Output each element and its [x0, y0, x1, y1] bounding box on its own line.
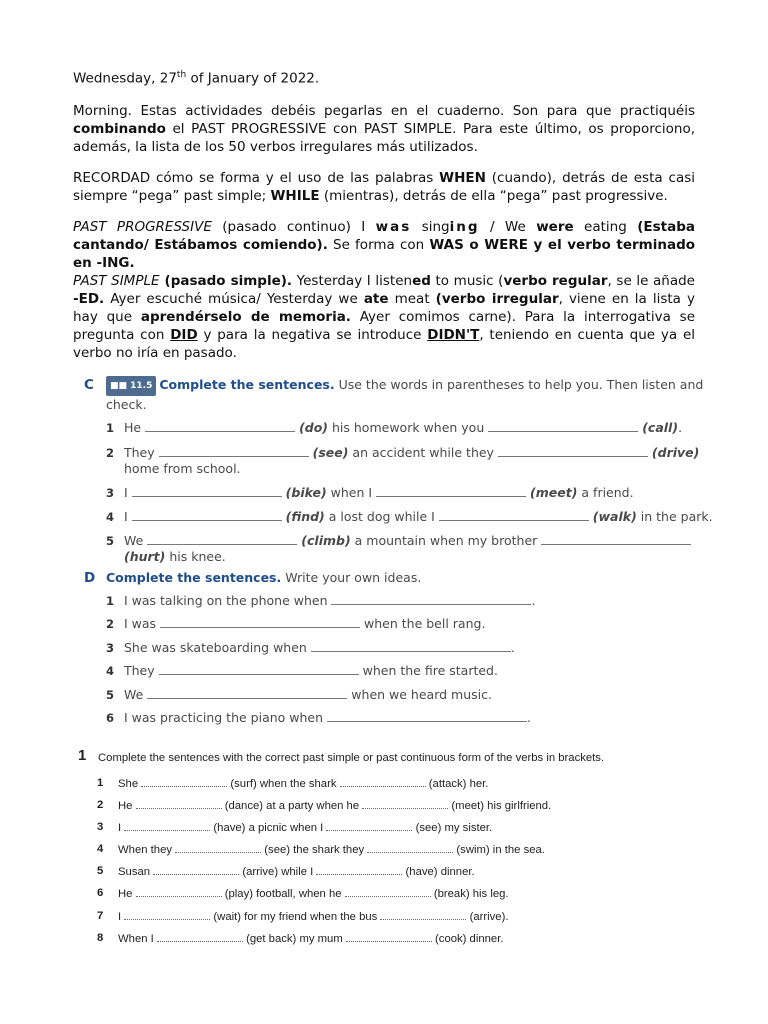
item-text: a lost dog while I — [324, 509, 435, 524]
item-number: 6 — [106, 710, 115, 725]
item-number: 3 — [106, 486, 115, 500]
item-text: She — [118, 778, 139, 790]
text-bold: -ED. — [73, 290, 105, 307]
intro-text — [73, 66, 695, 375]
text-bold: were — [536, 218, 574, 235]
answer-blank[interactable] — [498, 445, 648, 457]
text: RECORDAD cómo se forma y el uso de las palabras — [73, 169, 440, 186]
exercise-1 — [78, 747, 698, 953]
text: , teniendo en cuenta que ya el verbo no iría en pasado. — [73, 326, 695, 361]
section-d-instructions — [106, 569, 724, 587]
item-number: 1 — [106, 594, 115, 608]
item-text: home from school. — [124, 461, 241, 476]
verb-hint: (call) — [642, 420, 679, 435]
item-text: (arrive) while I — [242, 866, 314, 879]
item-number: 8 — [97, 931, 104, 944]
item-number: 1 — [97, 777, 104, 789]
answer-blank[interactable] — [160, 616, 360, 628]
item-text: He — [118, 888, 133, 901]
item-number: 2 — [106, 446, 115, 460]
section-title: Complete the sentences. — [159, 377, 335, 392]
answer-blank[interactable] — [311, 640, 511, 652]
item-text: I — [118, 822, 122, 835]
answer-blank[interactable] — [147, 687, 347, 699]
answer-blank[interactable] — [345, 886, 431, 897]
answer-blank[interactable] — [145, 420, 295, 432]
item-text: (break) his leg. — [433, 888, 509, 901]
text: , se le añade — [607, 272, 695, 289]
date-line — [73, 66, 695, 88]
text-bold: WHILE — [270, 187, 320, 204]
item-text: (surf) when the shark — [230, 778, 337, 790]
answer-blank[interactable] — [340, 776, 426, 787]
list-item — [78, 864, 698, 886]
answer-blank[interactable] — [147, 533, 297, 545]
item-number: 7 — [97, 909, 104, 922]
item-text: (meet) his girlfriend. — [451, 800, 552, 813]
item-number: 5 — [106, 687, 115, 702]
item-number: 2 — [97, 799, 104, 812]
answer-blank[interactable] — [136, 886, 222, 897]
item-text: We — [124, 533, 144, 548]
text: meat — [388, 290, 436, 307]
answer-blank[interactable] — [124, 820, 210, 831]
item-text: when I — [326, 485, 373, 500]
item-number: 4 — [106, 664, 115, 679]
text: / We — [479, 218, 537, 235]
list-item — [106, 640, 724, 663]
answer-blank[interactable] — [367, 842, 453, 853]
item-text: . — [510, 639, 515, 655]
item-text: He — [118, 800, 133, 813]
section-d-header — [84, 569, 724, 587]
date-suffix: th — [176, 70, 187, 80]
section-c-header — [84, 376, 724, 414]
answer-blank[interactable] — [541, 533, 691, 545]
text-underlined: DIDN'T — [427, 326, 480, 343]
item-text: I was practicing the piano when — [124, 709, 324, 725]
answer-blank[interactable] — [157, 931, 243, 942]
verb-hint: (walk) — [592, 509, 637, 524]
list-item — [78, 931, 698, 953]
section-c — [84, 376, 724, 571]
answer-blank[interactable] — [331, 593, 531, 605]
item-text: They — [124, 445, 155, 460]
item-text: Susan — [118, 866, 151, 879]
item-text: . — [678, 420, 683, 435]
text-bold: ing — [449, 218, 480, 235]
list-item — [106, 687, 724, 710]
text: (pasado continuo) I — [211, 218, 376, 235]
item-text: (have) dinner. — [405, 866, 475, 879]
item-text: He — [124, 420, 142, 435]
item-text: (play) football, when he — [224, 888, 342, 901]
item-text: when we heard music. — [351, 686, 492, 702]
item-text: (cook) dinner. — [435, 932, 504, 945]
item-text: I was — [124, 616, 157, 632]
item-text: (arrive). — [469, 910, 509, 923]
paragraph-past-simple — [73, 272, 695, 362]
paragraph-morning — [73, 102, 695, 156]
item-text: She was skateboarding when — [124, 639, 307, 655]
text: y para la negativa se introduce — [197, 326, 428, 343]
verb-hint: (meet) — [530, 485, 578, 500]
text: Ayer escuché música/ Yesterday we — [104, 290, 364, 307]
text-bold: verbo regular — [503, 272, 608, 289]
item-text: (see) my sister. — [415, 822, 493, 835]
verb-hint: (do) — [299, 420, 329, 435]
answer-blank[interactable] — [346, 931, 432, 942]
item-text: (see) the shark they — [264, 844, 365, 857]
answer-blank[interactable] — [327, 710, 527, 722]
list-item — [106, 593, 724, 616]
item-text: his knee. — [165, 549, 226, 564]
text-bold: (verbo irregular — [435, 290, 559, 307]
item-text: an accident while they — [348, 445, 494, 460]
answer-blank[interactable] — [132, 509, 282, 521]
verb-hint: (see) — [312, 445, 349, 460]
item-text: (swim) in the sea. — [456, 844, 545, 857]
item-text: (dance) at a party when he — [224, 800, 360, 813]
text-bold: WAS o WERE y el verbo terminado en -ING. — [73, 236, 696, 271]
section-letter: C — [84, 377, 94, 393]
item-text: a mountain when my brother — [350, 533, 538, 548]
text: (mientras), detrás de ella “pega” past progressive. — [319, 187, 668, 204]
item-text: (wait) for my friend when the bus — [213, 910, 378, 923]
list-item — [106, 420, 724, 445]
date-text: Wednesday, 27 — [73, 70, 177, 87]
verb-hint: (bike) — [285, 485, 327, 500]
section-c-instructions — [106, 376, 724, 414]
item-number: 3 — [97, 821, 104, 834]
item-text: his homework when you — [328, 420, 485, 435]
answer-blank[interactable] — [362, 798, 448, 809]
item-number: 4 — [97, 843, 104, 856]
list-item — [78, 886, 698, 908]
audio-track-icon: ■■ 11.5 — [106, 376, 156, 396]
date-rest: of January of 2022. — [186, 70, 320, 87]
text-italic: PAST SIMPLE — [73, 272, 160, 289]
item-number: 5 — [106, 534, 115, 548]
answer-blank[interactable] — [326, 820, 412, 831]
exercise-instructions: Complete the sentences with the correct past simple or past continuous form of the verbs in brackets. — [98, 752, 605, 764]
text: Se forma con — [327, 236, 430, 253]
audio-track-number: 11.5 — [130, 381, 153, 391]
item-text: I was talking on the phone when — [124, 593, 328, 608]
text: to music ( — [430, 272, 504, 289]
section-instructions: Write your own ideas. — [281, 570, 422, 585]
verb-hint: (drive) — [651, 445, 700, 460]
section-instructions: Use the words in parentheses to help you. Then listen and check. — [106, 377, 704, 412]
answer-blank[interactable] — [439, 509, 589, 521]
item-text: . — [531, 593, 536, 608]
text-bold: (Estaba cantando/ Estábamos comiendo). — [73, 218, 695, 253]
item-text: We — [124, 686, 144, 702]
verb-hint: (hurt) — [124, 549, 166, 564]
text: (cuando), detrás de esta casi siempre “pega” past simple; — [73, 169, 696, 204]
section-title: Complete the sentences. — [106, 570, 282, 585]
text-bold: (pasado simple). — [159, 272, 293, 289]
exercise-number: 1 — [78, 747, 87, 764]
answer-blank[interactable] — [124, 909, 210, 920]
item-text: in the park. — [636, 509, 713, 524]
list-item — [78, 820, 698, 842]
list-item — [78, 798, 698, 820]
answer-blank[interactable] — [175, 842, 261, 853]
text-bold: aprendérselo de memoria. — [140, 308, 351, 325]
item-text: I — [124, 485, 128, 500]
text: Morning. Estas actividades debéis pegarlas en el cuaderno. Son para que practiquéis — [73, 102, 695, 119]
item-text: When they — [118, 844, 173, 857]
item-number: 1 — [106, 421, 115, 435]
text-bold: ate — [363, 290, 389, 307]
item-number: 3 — [106, 640, 115, 655]
paragraph-past-progressive — [73, 218, 695, 272]
item-text: When I — [118, 932, 154, 945]
item-text: when the bell rang. — [364, 616, 486, 632]
text-bold: ed — [412, 272, 431, 289]
list-item — [106, 663, 724, 686]
list-item — [106, 533, 724, 571]
item-number: 6 — [97, 887, 104, 900]
list-item — [106, 509, 724, 533]
item-text: (get back) my mum — [246, 932, 343, 945]
list-item — [106, 445, 724, 485]
item-text: . — [527, 709, 532, 725]
text-bold: was — [375, 218, 412, 235]
text-underlined: DID — [170, 326, 198, 343]
text: , viene en la lista y hay que — [73, 290, 695, 325]
item-number: 5 — [97, 865, 104, 878]
answer-blank[interactable] — [159, 663, 359, 675]
verb-hint: (climb) — [301, 533, 351, 548]
list-item — [106, 616, 724, 639]
answer-blank[interactable] — [316, 864, 402, 875]
answer-blank[interactable] — [136, 798, 222, 809]
item-text: (have) a picnic when I — [213, 822, 324, 835]
item-number: 2 — [106, 617, 115, 632]
item-number: 4 — [106, 510, 115, 524]
section-d — [84, 569, 724, 733]
item-text: a friend. — [577, 485, 634, 500]
item-text: (attack) her. — [428, 778, 489, 790]
text: sing — [411, 218, 450, 235]
answer-blank[interactable] — [141, 776, 227, 787]
item-text: They — [124, 663, 155, 679]
paragraph-recordad — [73, 169, 695, 205]
answer-blank[interactable] — [153, 864, 239, 875]
answer-blank[interactable] — [380, 909, 466, 920]
answer-blank[interactable] — [488, 420, 638, 432]
list-item — [78, 776, 698, 798]
answer-blank[interactable] — [132, 485, 282, 497]
list-item — [106, 485, 724, 509]
text-italic: PAST PROGRESSIVE — [73, 218, 212, 235]
text-bold: WHEN — [439, 169, 486, 186]
text: Yesterday I listen — [292, 272, 413, 289]
answer-blank[interactable] — [376, 485, 526, 497]
list-item — [78, 842, 698, 864]
item-text: when the fire started. — [362, 663, 498, 679]
answer-blank[interactable] — [159, 445, 309, 457]
item-text: I — [118, 910, 122, 923]
text-bold: combinando — [73, 120, 166, 137]
list-item — [106, 710, 724, 733]
exercise-1-header — [78, 747, 698, 766]
item-text: I — [124, 509, 128, 524]
section-letter: D — [84, 570, 96, 586]
text: eating — [573, 218, 638, 235]
text: Ayer comimos carne). Para la interrogativa se pregunta con — [73, 308, 695, 343]
verb-hint: (find) — [285, 509, 325, 524]
list-item — [78, 909, 698, 931]
text: el PAST PROGRESSIVE con PAST SIMPLE. Para este último, os proporciono, además, la lista de los 50 verbos irregulares más utilizados. — [73, 120, 695, 155]
